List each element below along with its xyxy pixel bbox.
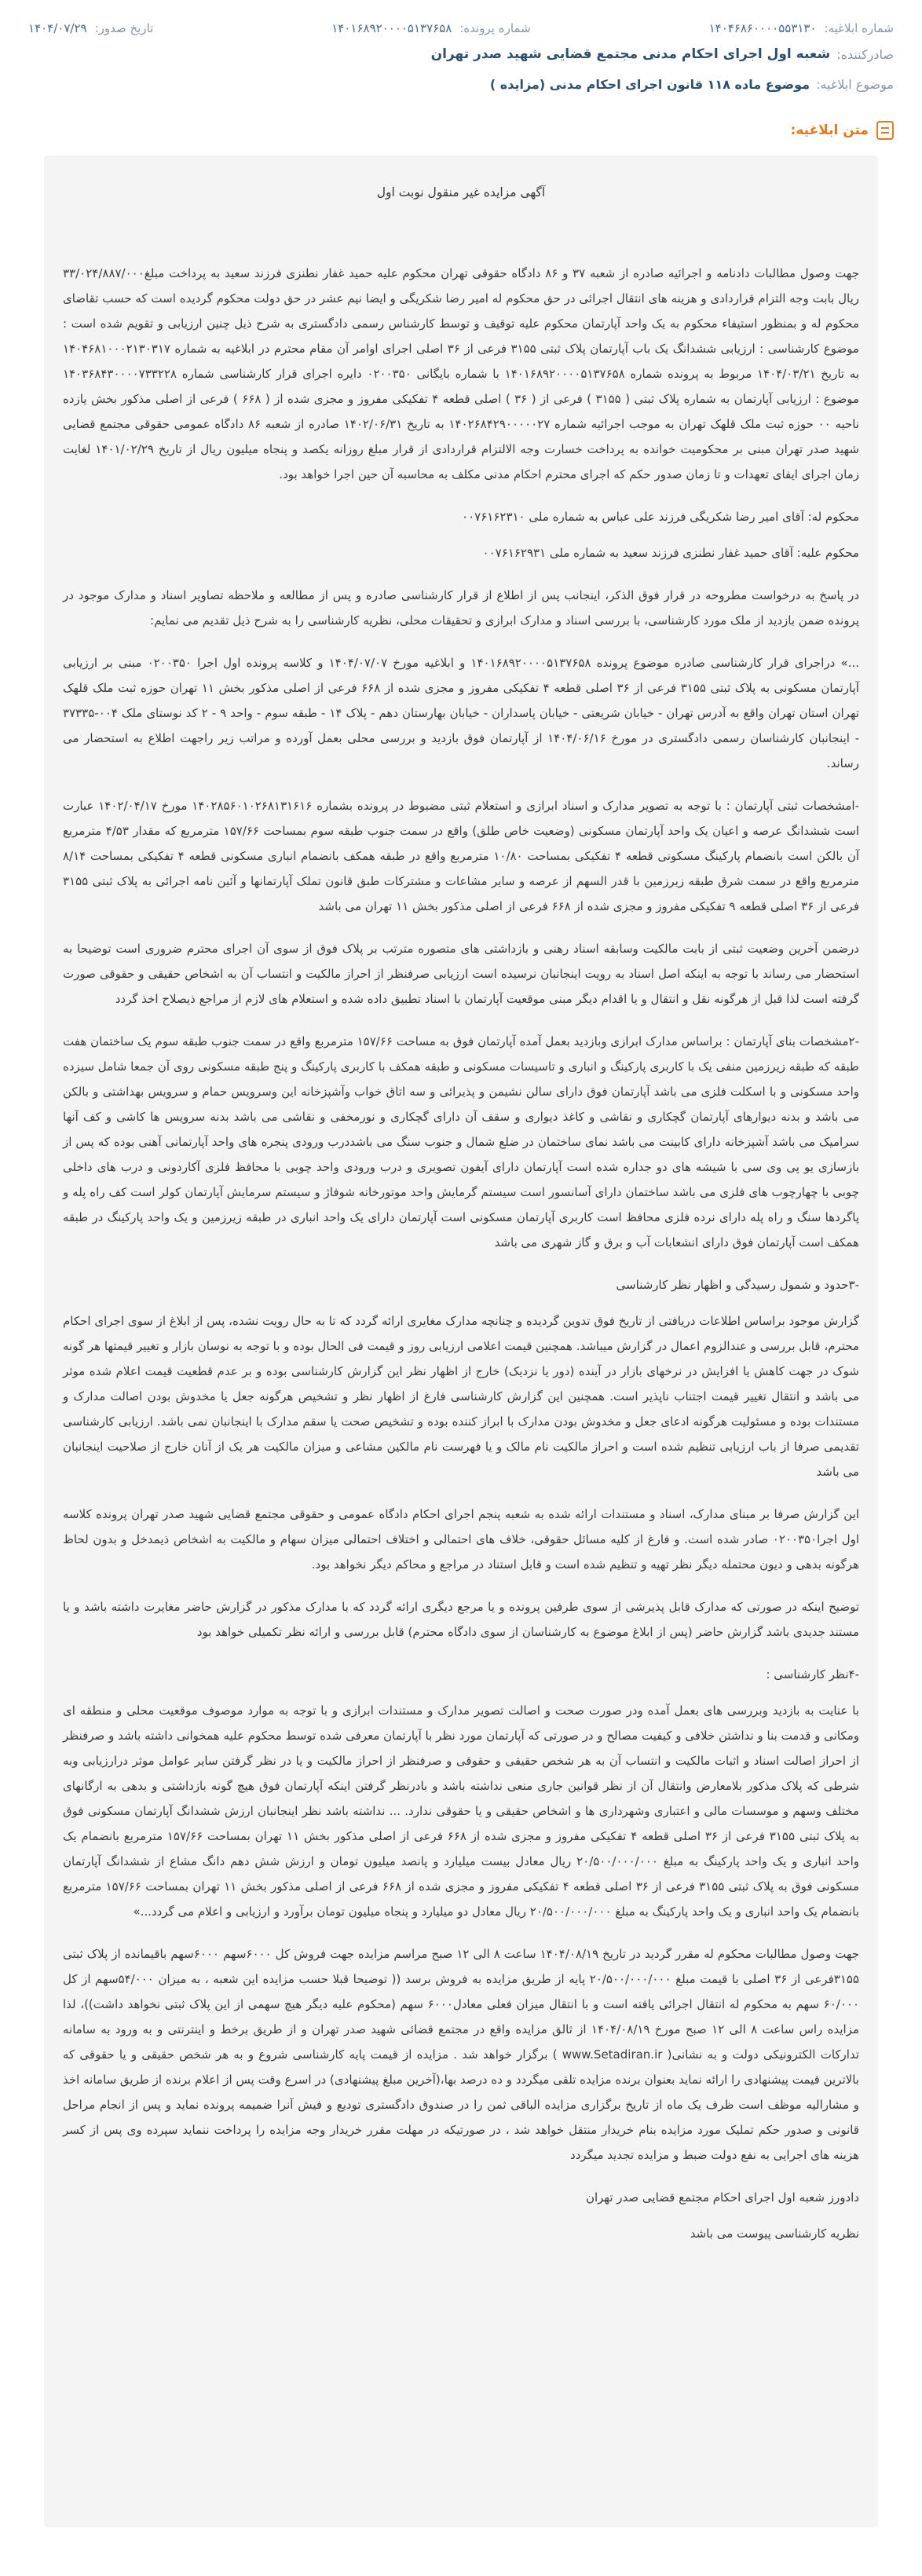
body-paragraph: گزارش موجود براساس اطلاعات دریافتی از تاریخ فوق تدوین گردیده و چنانچه مدارک مغایری ارائه گردد که تا به حال رویت نشده، پس از ابلاغ از سوی اجرای احکام محترم، قابل بررسی و عندالزوم اعمال در گزارش میباشد. همچنین قیمت اعلامی ارزیابی روز و قیمت فی الحال بوده و با توجه به نوسان بازار و تغییر قیمتها هر گونه شوک در جهت کاهش یا افزایش در نرخهای بازار در آینده (دور یا نزدیک) خارج از اظهار نظر این گزارش کارشناسی بوده و بر عدم قطعیت قیمت اعلام شده موثر می باشد و انتقال تغییر قیمت اجتناب ناپذیر است. همچنین این گزارش کارشناسی فارغ از اظهار نظر و تشخیص هرگونه جعل یا مخدوش بودن اصالت مدارک و مستندات بوده و مسئولیت هرگونه ادعای جعل و مخدوش بودن مدارک با ابراز کننده بوده و تشخیص صحت یا سقم مدارک با اینجانبان نمی باشد. ارزیابی کارشناسی تقدیمی صرفا از باب ارزیابی تنظیم شده است و احراز مالکیت نام مالک و یا فهرست نام مالکین مشاعی و میزان مالکیت هر یک از آنان خارج از صلاحیت اینجانبان می باشد xyxy=(63,1314,859,1479)
subject-row xyxy=(28,69,894,99)
issue-date-label: تاریخ صدور: xyxy=(94,21,154,35)
body-paragraph: در پاسخ به درخواست مطروحه در قرار فوق الذکر، اینجانب پس از اطلاع از قرار کارشناسی صادره و پس از مطالعه و ملاحظه تصاویر اسناد و مدارک موجود در پرونده ضمن بازدید از ملک مورد کارشناسی، با بررسی اسناد و مدارک ابرازی و تحقیقات محلی، نظریه کارشناسی را به شرح ذیل تقدیم می نمایم: xyxy=(63,588,859,628)
sender-label: صادرکننده: xyxy=(836,46,894,62)
announcement-number xyxy=(709,21,894,35)
announcement-number-label: شماره ابلاغیه: xyxy=(824,21,894,35)
subject-value: موضوع ماده ۱۱۸ قانون اجرای احکام مدنی (مزایده ) xyxy=(489,76,810,92)
issue-date-value: ۱۴۰۴/۰۷/۲۹ xyxy=(28,21,87,35)
body-paragraph: با عنایت به بازدید وبررسی های بعمل آمده ودر صورت صحت و اصالت تصویر مدارک و مستندات ابرازی و با توجه به موارد موصوف موقعیت محلی و منطقه ای ومکانی و قدمت بنا و نداشتن خلافی و کیفیت مصالح و در صورتی که آپارتمان مورد نظر با آپارتمان معرفی شده توسط محکوم علیه همخوانی داشته باشد و صرفنظر از احراز اصالت اسناد و اثبات مالکیت و انتساب آن به هر شخص حقیقی و حقوقی و صرفنظر از احراز مالکیت و یا در نظر گرفتن سایر عوامل موثر درارزیابی وبه شرطی که پلاک مذکور بلامعارض وانتقال آن از نظر قوانین جاری منعی نداشته باشد و بادرنظر گرفتن اینکه آپارتمان فوق هیچ گونه بازداشتی و بدهی به ارگانهای مختلف وسهم و موسسات مالی و اعتباری وشهرداری ها و اشخاص حقیقی و یا حقوقی ندارد. ... نداشته باشد نظر اینجانبان ارزش ششدانگ آپارتمان مسکونی فوق به پلاک ثبتی ۳۱۵۵ فرعی از ۳۶ اصلی قطعه ۴ تفکیکی مفروز و مجزی شده از ۶۶۸ فرعی از اصلی مذکور بخش ۱۱ تهران بمساحت ۱۵۷/۶۶ مترمربع بانضمام یک واحد انباری و یک واحد پارکینگ به مبلغ ۲۰/۵۰۰/۰۰۰/۰۰۰ ریال معادل بیست میلیارد و پانصد میلیون تومان و ارزش شش دهم دانگ مشاع از ششدانگ آپارتمان مسکونی فوق به پلاک ثبتی ۳۱۵۵ فرعی از ۳۶ اصلی قطعه ۴ تفکیکی مفروز و مجزی شده از ۶۶۸ فرعی از اصلی مذکور بخش ۱۱ تهران بمساحت ۱۵۷/۶۶ مترمربع بانضمام یک واحد انباری و یک واحد پارکینگ به مبلغ ۲۰/۵۰۰/۰۰۰/۰۰۰ ریال معادل دو میلیارد و پنجاه میلیون تومان برآورد و ارزیابی و اعلام می گردد...» xyxy=(63,1703,860,1919)
body-paragraph: -امشخصات ثبتی آپارتمان : با توجه به تصویر مدارک و اسناد ابرازی و استعلام ثبتی مضبوط در پرونده بشماره ۱۴۰۲۸۵۶۰۱۰۲۶۸۱۳۱۶۱۶ مورخ ۱۴۰۲/۰۴/۱۷ عبارت است ششدانگ عرصه و اعیان یک واحد آپارتمان مسکونی (وضعیت خاص طلق) واقع در سمت جنوب طبقه سوم بمساحت ۱۵۷/۶۶ مترمربع که مقدار ۴/۵۳ مترمربع آن بالکن است بانضمام پارکینگ مسکونی قطعه ۴ تفکیکی بمساحت ۱۰/۸۰ مترمربع واقع در طبقه همکف بانضمام انباری مسکونی قطعه ۴ تفکیکی بمساحت ۸/۱۴ مترمربع واقع در سمت شرق طبقه زیرزمین با قدر السهم از عرصه و سایر مشاعات و مشترکات طبق قانون تملک آپارتمانها و آئین نامه اجرائی به پلاک ثبتی ۳۱۵۵ فرعی از ۳۶ اصلی قطعه ۹ تفکیکی مفروز و مجزی شده از ۶۶۸ فرعی از اصلی مذکور بخش ۱۱ تهران می باشد xyxy=(63,799,860,913)
announcement-header xyxy=(0,0,922,140)
body-paragraph: محکوم له: آقای امیر رضا شکریگی فرزند علی عباس به شماره ملی ۰۰۷۶۱۶۲۳۱۰ xyxy=(462,510,859,524)
case-number xyxy=(331,21,530,35)
signature-line: دادورز شعبه اول اجرای احکام مجتمع قضایی صدر تهران xyxy=(585,2190,859,2205)
body-paragraph: ...» دراجرای قرار کارشناسی صادره موضوع پرونده ۱۴۰۱۶۸۹۲۰۰۰۰۵۱۳۷۶۵۸ و ابلاغیه مورخ ۱۴۰۴/۰۷/۰۷ و کلاسه پرونده اول اجرا ۰۲۰۰۳۵۰ مبنی بر ارزیابی آپارتمان مسکونی به پلاک ثبتی ۳۱۵۵ فرعی از ۳۶ اصلی قطعه ۴ تفکیکی مفروز و مجزی شده از ۶۶۸ فرعی از اصلی مذکور بخش ۱۱ تهران حوزه ثبت ملک قلهک تهران استان تهران واقع به آدرس تهران - خیابان شریعتی - خیابان پاسداران - خیابان بهارستان دهم - پلاک ۱۴ - طبقه سوم - واحد ۹ - ۲ کد نوستای ملک ۰۰۴-۳۷۳۳۵ - اینجانبان کارشناسان رسمی دادگستری در مورخ ۱۴۰۴/۰۶/۱۶ از آپارتمان فوق بازدید و بررسی محلی بعمل آورده و مراتب زیر راجهت اطلاع به استحضار می رساند. xyxy=(63,656,860,770)
sender-row xyxy=(28,39,894,69)
body-paragraph: درضمن آخرین وضعیت ثبتی از بابت مالکیت وسابقه اسناد رهنی و بازداشتی های متصوره مترتب بر پلاک فوق از سوی آن اجرای محترم ضروری است توضیحا به استحضار می رساند با توجه به اینکه اصل اسناد به رویت اینجانبان نرسیده است ارزیابی صرفنظر از احراز مالکیت و انتساب آن به اشخاص حقیقی و حقوقی صورت گرفته است لذا قبل از هرگونه نقل و انتقال و یا اقدام دیگر مبنی موقعیت آپارتمان با اسناد تطبیق داده شده و استعلام های لازم از مراجع ذیصلاح اخذ گردد xyxy=(63,942,859,1006)
meta-row xyxy=(28,17,894,39)
case-number-label: شماره پرونده: xyxy=(459,21,531,35)
sender-value: شعبه اول اجرای احکام مدنی مجتمع قضایی شهید صدر تهران xyxy=(430,46,831,62)
section-title-text: متن ابلاغیه: xyxy=(790,123,869,138)
body-paragraph: -۲مشخصات بنای آپارتمان : براساس مدارک ابرازی وبازدید بعمل آمده آپارتمان فوق به مساحت ۱۵۷/۶۶ مترمربع واقع در سمت جنوب طبقه سوم یک ساختمان هفت طبقه که طبقه زیرزمین منفی یک با کاربری پارکینگ و انباری و تاسیسات مسکونی و طبقه همکف با کاربری پارکینگ و پنج طبقه مسکونی روی آن جمعا شامل سیزده واحد مسکونی و با اسکلت فلزی می باشد آپارتمان فوق دارای سالن نشیمن و پذیرائی و سه اتاق خواب وآشپزخانه این وسرویس حمام و سرویس بهداشتی و بالکن می باشد و بدنه دیوارهای آپارتمان گچکاری و نقاشی و کاغذ دیواری و سقف آن دارای گچکاری و نورمخفی و نقاشی می باشد بدنه سرویس ها کاشی و کف آنها سرامیک می باشد آشپزخانه دارای کابینت می باشد نمای ساختمان در ضلع شمال و جنوب سنگ می باشددرب ورودی پنجره های واحد آپارتمانی آهنی بوده که پس از بازسازی یو پی وی سی با شیشه های دو جداره شده است آپارتمان دارای آیفون تصویری و درب ورودی واحد چوبی با محافظ فلزی آکاردونی و درب های داخلی چوبی با چهارچوب های فلزی می باشد ساختمان دارای آسانسور است سیستم گرمایش واحد موتورخانه شوفاژ و سیستم سرمایش آپارتمان کولر است کف راه پله و پاگردها سنگ و راه پله دارای نرده فلزی محافظ است کاربری آپارتمان مسکونی است آپارتمان دارای یک واحد انباری در طبقه زیرزمین و یک واحد پارکینگ در طبقه همکف است آپارتمان فوق دارای انشعابات آب و برق و گاز شهری می باشد xyxy=(63,1034,859,1250)
section-title xyxy=(28,121,894,140)
document-icon xyxy=(876,121,894,140)
announcement-body xyxy=(44,156,878,2527)
attachment-note: نظریه کارشناسی پیوست می باشد xyxy=(690,2227,859,2241)
case-number-value: ۱۴۰۱۶۸۹۲۰۰۰۰۵۱۳۷۶۵۸ xyxy=(331,21,452,35)
body-paragraph: محکوم علیه: آقای حمید غفار نطنزی فرزند سعید به شماره ملی ۰۰۷۶۱۶۲۹۳۱ xyxy=(482,546,859,560)
body-paragraph: جهت وصول مطالبات محکوم له مقرر گردید در تاریخ ۱۴۰۴/۰۸/۱۹ ساعت ۸ الی ۱۲ صبح مراسم مزایده جهت فروش کل ۶۰۰۰سهم ۶۰۰۰سهم باقیمانده از پلاک ثبتی ۳۱۵۵فرعی از ۳۶ اصلی با قیمت مبلغ ۲۰/۵۰۰/۰۰۰/۰۰۰ پایه از طریق مزایده به فروش برسد (( توضیحا قبلا حسب مزایده این شعبه ، به میزان ۵۴/۰۰۰سهم از کل ۶۰/۰۰۰ سهم به محکوم له انتقال اجرائی یافته است و با انتقال میزان فعلی معادل۶۰۰۰ سهم (محکوم علیه دیگر هیچ سهمی از این پلاک ثبتی نخواهد داشت))، لذا مزایده راس ساعت ۸ الی ۱۲ صبح مورخ ۱۴۰۴/۰۸/۱۹ از ثالق مزایده واقع در مجتمع قضائی شهید صدر تهران و از طریق برخط و اینترنتی و به ورود به سامانه تدارکات الکترونیکی دولت و به نشانی( www.Setadiran.ir ) برگزار خواهد شد . مزایده از قیمت پایه کارشناسی شروع و به هر شخص حقیقی و یا حقوقی که بالاترین قیمت پیشنهادی را ارائه نماید بعنوان برنده مزایده تلقی میگردد و ده درصد بها،(آخرین مبلغ پیشنهادی) در اسرع وقت پس از اعلام برنده از طریق سامانه اخذ و مشارالیه موظف است ظرف یک ماه از تاریخ برگزاری مزایده الباقی ثمن را در صندوق دادگستری تودیع و فیش آنرا ضمیمه پرونده نماید و پس از انجام مراحل قانونی و صدور حکم تملیک مورد مزایده بنام خریدار منتقل خواهد شد ، در صورتیکه در مهلت مقرر خریدار وجه مزایده را پرداخت ننماید سپرده وی پس از کسر هزینه های اجرایی به نفع دولت ضبط و مزایده تجدید میگردد xyxy=(63,1947,860,2162)
issue-date xyxy=(28,21,153,35)
subject-label: موضوع ابلاغیه: xyxy=(816,76,894,92)
body-paragraph: جهت وصول مطالبات دادنامه و اجرائیه صادره از شعبه ۳۷ و ۸۶ دادگاه حقوقی تهران محکوم علیه حمید غفار نطنزی فرزند سعید به پرداخت مبلغ۳۳/۰۲۴/۸۸۷/۰۰۰ ریال بابت وجه التزام قراردادی و هزینه های انتقال اجرائی در حق محکوم له امیر رضا شکریگی و ایضا نیم عشر در حق دولت محکوم گردیده است که حسب تقاضای محکوم له و بمنظور استیفاء محکوم به یک واحد آپارتمان محکوم علیه توقیف و توسط کارشناس رسمی دادگستری به شرح ذیل چنین ارزیابی و تقویم شده است : موضوع کارشناسی : ارزیابی ششدانگ یک باب آپارتمان پلاک ثبتی ۳۱۵۵ فرعی از ۳۶ اصلی اجرای اوامر آن مقام محترم در ابلاغیه به شماره ۱۴۰۴۶۸۱۰۰۰۲۱۳۰۳۱۷ به تاریخ ۱۴۰۴/۰۳/۲۱ مربوط به پرونده شماره ۱۴۰۱۶۸۹۲۰۰۰۰۵۱۳۷۶۵۸ با شماره بایگانی ۰۲۰۰۳۵۰ دایره اجرای قرار کارشناسی شماره ۱۴۰۳۶۸۴۳۰۰۰۰۷۳۳۲۲۸ موضوع : ارزیابی آپارتمان به شماره پلاک ثبتی ( ۳۱۵۵ ) فرعی از ( ۳۶ ) اصلی قطعه ۴ تفکیکی مفروز و مجزی شده از ( ۶۶۸ ) فرعی از اصلی مذکور بخش یازده ناحیه ۰۰ حوزه ثبت ملک قلهک تهران به موجب اجرائیه شماره ۱۴۰۲۶۸۴۲۹۰۰۰۰۰۲۷ به تاریخ ۱۴۰۲/۰۶/۳۱ صادره از شعبه ۸۶ دادگاه عمومی حقوقی مجتمع قضایی شهید صدر تهران مبنی بر محکومیت خوانده به پرداخت خسارت وجه الالتزام قراردادی از قرار مبلغ روزانه یکصد و پنجاه میلیون ریال از تاریخ ۱۴۰۱/۰۲/۲۹ لغایت زمان اجرای ایفای تعهدات و تا زمان صدور حکم که اجرای محترم احکام مدنی مکلف به محاسبه آن حین اجرا خواهد بود. xyxy=(63,266,860,481)
announcement-number-value: ۱۴۰۴۶۸۶۰۰۰۰۵۵۳۱۳۰ xyxy=(708,21,817,35)
body-paragraph: -۳حدود و شمول رسیدگی و اظهار نظر کارشناسی xyxy=(616,1278,859,1292)
body-paragraph: -۴نظر کارشناسی : xyxy=(766,1667,859,1681)
body-paragraph: این گزارش صرفا بر مبنای مدارک، اسناد و مستندات ارائه شده به شعبه پنجم اجرای احکام دادگاه عمومی و حقوقی مجتمع قضایی شهید صدر تهران پرونده کلاسه اول اجرا۰۲۰۰۳۵۰ صادر شده است. و فارغ از کلیه مسائل حقوقی، خلاف های احتمالی و اختلاف احتمالی میزان سهام و مالکیت به اشخاص ذیمدخل و بدون لحاظ هرگونه بدهی و دیون محتمله دیگر نظر تهیه و تنظیم شده است و قابل استناد در مراجع و محاکم دیگر نخواهد بود. xyxy=(63,1507,860,1572)
body-paragraph: توضیح اینکه در صورتی که مدارک قابل پذیرشی از سوی طرفین پرونده و یا مرجع دیگری ارائه گردد که با مدارک مذکور در گزارش حاضر مغایرت داشته باشد و یا مستند جدیدی باشد گزارش حاضر (پس از ابلاغ موضوع به کارشناسان از سوی دادگاه محترم) قابل بررسی و ارائه نظر تکمیلی خواهد بود xyxy=(63,1600,859,1639)
body-title: آگهی مزایده غیر منقول نوبت اول xyxy=(376,185,546,199)
